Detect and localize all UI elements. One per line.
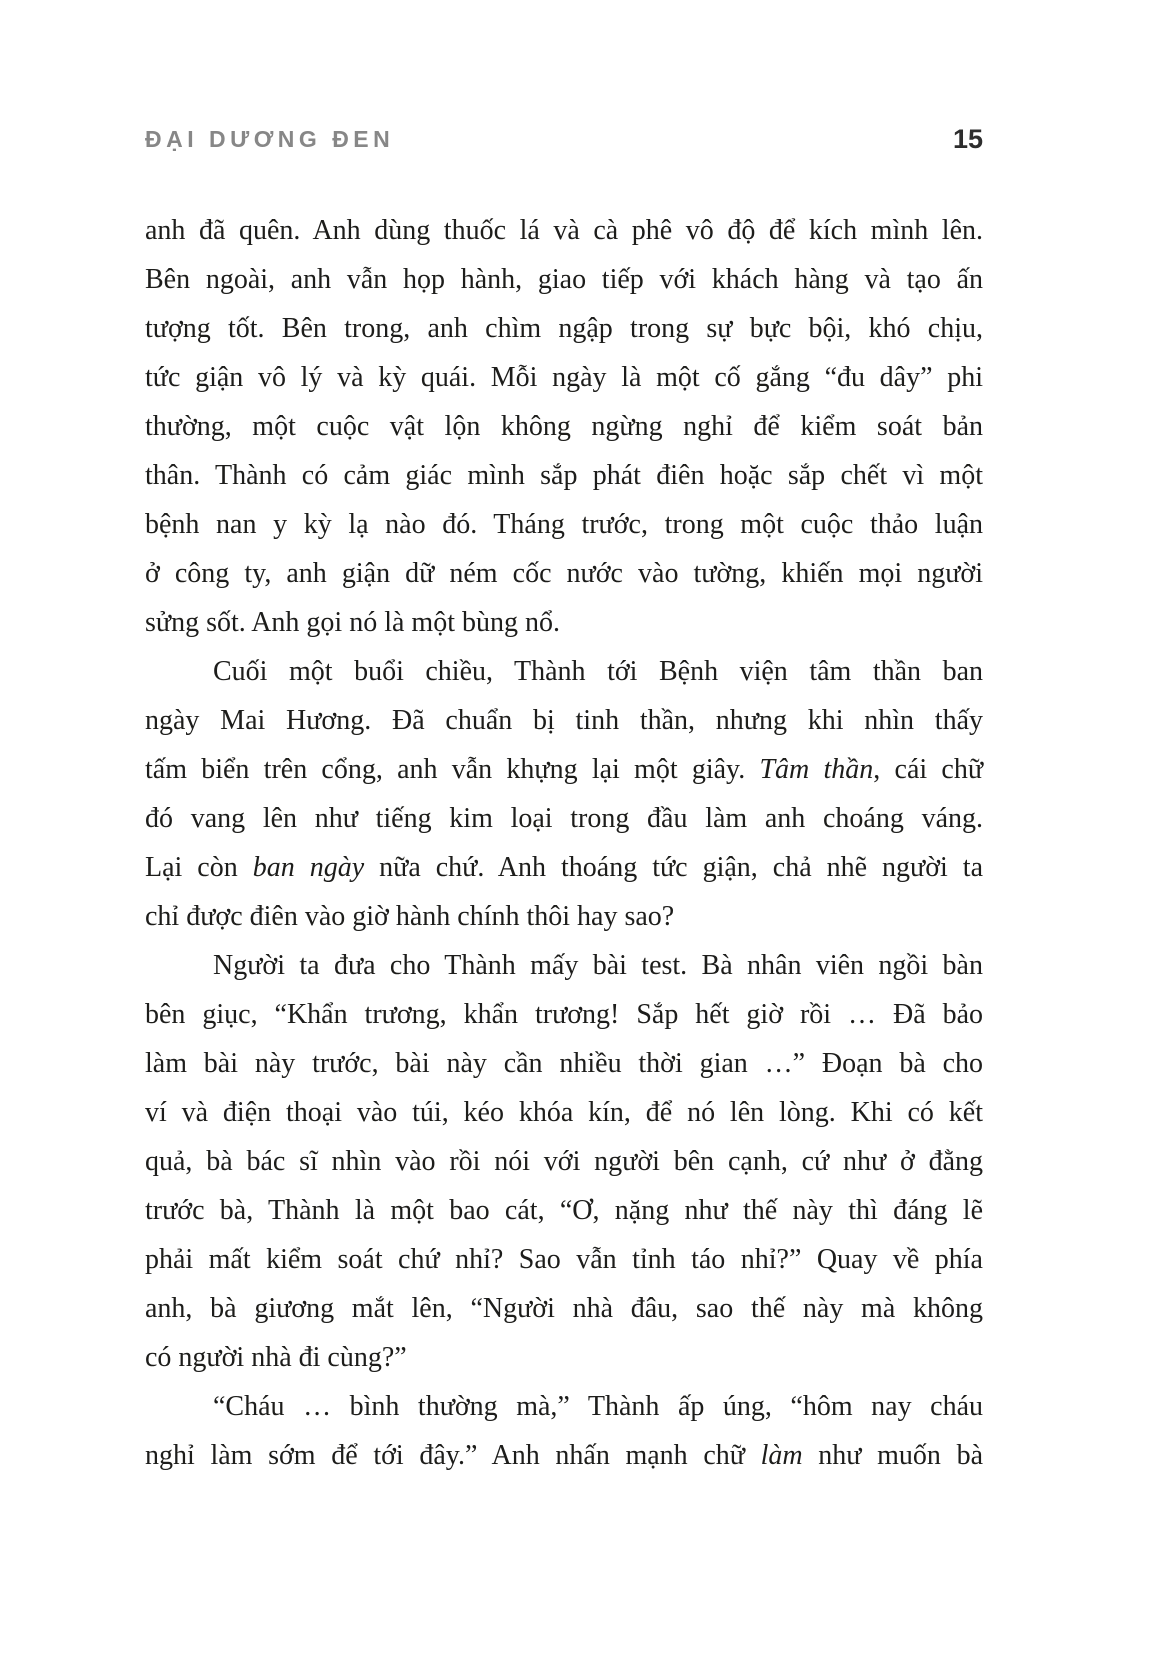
text-line [145, 549, 983, 598]
body-text [145, 206, 983, 1480]
text-line [145, 1382, 983, 1431]
text-line [145, 1088, 983, 1137]
text-line [145, 1235, 983, 1284]
text-segment: quả, bà bác sĩ nhìn vào rồi nói với người bên cạnh, cứ như ở đằng [145, 1146, 983, 1177]
text-line [145, 255, 983, 304]
text-segment: phải mất kiểm soát chứ nhỉ? Sao vẫn tỉnh táo nhỉ?” Quay về phía [145, 1244, 983, 1275]
text-line [145, 647, 983, 696]
text-segment: bệnh nan y kỳ lạ nào đó. Tháng trước, trong một cuộc thảo luận [145, 509, 983, 540]
page-number: 15 [952, 123, 983, 154]
text-line [145, 1039, 983, 1088]
text-segment: thường, một cuộc vật lộn không ngừng nghỉ để kiểm soát bản [145, 411, 983, 442]
text-segment: ngày Mai Hương. Đã chuẩn bị tinh thần, nhưng khi nhìn thấy [145, 705, 983, 736]
text-line [145, 892, 983, 941]
text-segment: anh đã quên. Anh dùng thuốc lá và cà phê vô độ để kích mình lên. [145, 215, 983, 246]
text-line [145, 941, 983, 990]
running-head-book-title: ĐẠI DƯƠNG ĐEN [145, 125, 395, 152]
text-line [145, 500, 983, 549]
text-segment: sửng sốt. Anh gọi nó là một bùng nổ. [145, 607, 560, 638]
text-segment: tượng tốt. Bên trong, anh chìm ngập trong sự bực bội, khó chịu, [145, 313, 983, 344]
text-line [145, 1431, 983, 1480]
text-segment: đó vang lên như tiếng kim loại trong đầu làm anh choáng váng. [145, 803, 983, 834]
text-line [145, 353, 983, 402]
text-segment: “Cháu … bình thường mà,” Thành ấp úng, “hôm nay cháu [213, 1391, 983, 1422]
text-line [145, 1186, 983, 1235]
paragraph [145, 1382, 983, 1480]
italic-text-segment: Tâm thần [759, 754, 874, 785]
text-segment: chỉ được điên vào giờ hành chính thôi hay sao? [145, 901, 675, 932]
text-line [145, 990, 983, 1039]
text-segment: trước bà, Thành là một bao cát, “Ơ, nặng như thế này thì đáng lẽ [145, 1195, 983, 1226]
text-line [145, 794, 983, 843]
paragraph [145, 647, 983, 941]
text-line [145, 598, 983, 647]
text-segment: , cái chữ [873, 754, 983, 785]
text-line [145, 1284, 983, 1333]
text-segment: tức giận vô lý và kỳ quái. Mỗi ngày là một cố gắng “đu dây” phi [145, 362, 983, 393]
text-line [145, 206, 983, 255]
text-segment: bên giục, “Khẩn trương, khẩn trương! Sắp hết giờ rồi … Đã bảo [145, 999, 983, 1030]
text-segment: ví và điện thoại vào túi, kéo khóa kín, để nó lên lòng. Khi có kết [145, 1097, 983, 1128]
text-line [145, 402, 983, 451]
text-segment: Người ta đưa cho Thành mấy bài test. Bà nhân viên ngồi bàn [213, 950, 983, 981]
text-segment: như muốn bà [802, 1440, 983, 1471]
text-segment: Lại còn [145, 852, 253, 883]
text-segment: có người nhà đi cùng?” [145, 1342, 407, 1373]
text-line [145, 696, 983, 745]
text-segment: Cuối một buổi chiều, Thành tới Bệnh viện tâm thần ban [213, 656, 983, 687]
text-segment: nữa chứ. Anh thoáng tức giận, chả nhẽ người ta [364, 852, 983, 883]
page-header [145, 122, 983, 156]
paragraph [145, 941, 983, 1382]
text-line [145, 304, 983, 353]
text-segment: ở công ty, anh giận dữ ném cốc nước vào tường, khiến mọi người [145, 558, 983, 589]
text-line [145, 1333, 983, 1382]
text-segment: nghỉ làm sớm để tới đây.” Anh nhấn mạnh chữ [145, 1440, 761, 1471]
text-segment: tấm biển trên cổng, anh vẫn khựng lại một giây. [145, 754, 760, 785]
text-line [145, 451, 983, 500]
text-line [145, 843, 983, 892]
text-segment: anh, bà giương mắt lên, “Người nhà đâu, sao thế này mà không [145, 1293, 983, 1324]
text-line [145, 745, 983, 794]
text-line [145, 1137, 983, 1186]
text-segment: thân. Thành có cảm giác mình sắp phát điên hoặc sắp chết vì một [145, 460, 983, 491]
text-segment: Bên ngoài, anh vẫn họp hành, giao tiếp với khách hàng và tạo ấn [145, 264, 983, 295]
italic-text-segment: ban ngày [252, 852, 365, 883]
paragraph [145, 206, 983, 647]
italic-text-segment: làm [760, 1440, 803, 1471]
text-segment: làm bài này trước, bài này cần nhiều thời gian …” Đoạn bà cho [145, 1048, 983, 1079]
